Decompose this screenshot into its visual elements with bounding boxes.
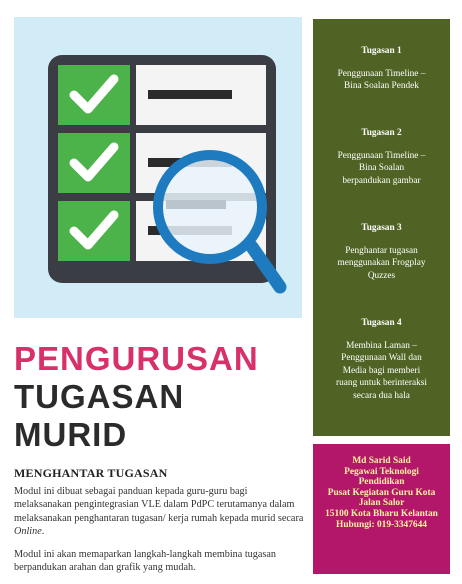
second-paragraph: Modul ini akan memaparkan langkah-langkah membina tugasan berpandukan arahan dan grafik yang mudah. <box>14 549 276 574</box>
task-line: secara dua hala <box>353 390 410 401</box>
task-line: Media bagi memberi <box>342 365 421 376</box>
title-line-3: MURID <box>14 416 128 453</box>
section-heading: MENGHANTAR TUGASAN <box>14 466 168 480</box>
title-line-2: TUGASAN <box>14 378 185 415</box>
task-item <box>319 317 444 403</box>
title-line-1: PENGURUSAN <box>14 340 259 377</box>
contact-line: 15100 Kota Bharu Kelantan <box>325 508 438 519</box>
contact-line: Pusat Kegiatan Guru Kota <box>327 487 436 498</box>
task-line: Quzzes <box>367 270 396 281</box>
intro-emphasis: Online <box>14 526 42 538</box>
page-title <box>14 340 304 454</box>
contact-line: Pendidikan <box>358 477 405 488</box>
checklist-magnifier-icon <box>14 17 302 318</box>
tasks-panel <box>313 19 450 436</box>
task-line: Penghantar tugasan <box>345 245 418 256</box>
task-line: Bina Soalan Pendek <box>344 81 419 92</box>
task-title: Tugasan 4 <box>361 318 402 328</box>
task-line: Penggunaan Timeline – <box>337 150 426 161</box>
task-item <box>319 127 444 187</box>
contact-panel <box>313 444 450 574</box>
hero-illustration <box>14 17 302 318</box>
task-title: Tugasan 1 <box>361 46 402 56</box>
task-line: Membina Laman – <box>346 340 417 351</box>
task-item <box>319 222 444 282</box>
task-line: berpandukan gambar <box>342 175 421 186</box>
intro-end: . <box>41 526 45 538</box>
task-line: ruang untuk berinteraksi <box>336 378 427 389</box>
task-title: Tugasan 3 <box>361 223 402 233</box>
task-title: Tugasan 2 <box>361 128 402 138</box>
contact-line: Pegawai Teknologi <box>344 466 419 477</box>
intro-text: Modul ini dibuat sebagai panduan kepada guru-guru bagi melaksanakan pengintegrasian VLE dalam PdPC terutamanya dalam melaksanakan penghantaran tugasan/ kerja rumah kepada murid secara <box>14 486 304 524</box>
task-item <box>319 45 444 93</box>
contact-line: Md Sarid Said <box>352 456 411 466</box>
task-line: Bina Soalan <box>358 163 405 174</box>
contact-line: Jalan Salor <box>358 498 405 509</box>
contact-line: Hubungi: 019-3347644 <box>336 519 427 530</box>
task-line: menggunakan Frogplay <box>337 258 426 269</box>
task-line: Penggunaan Wall dan <box>341 353 422 364</box>
intro-paragraph <box>14 485 306 539</box>
task-line: Penggunaan Timeline – <box>337 68 426 79</box>
